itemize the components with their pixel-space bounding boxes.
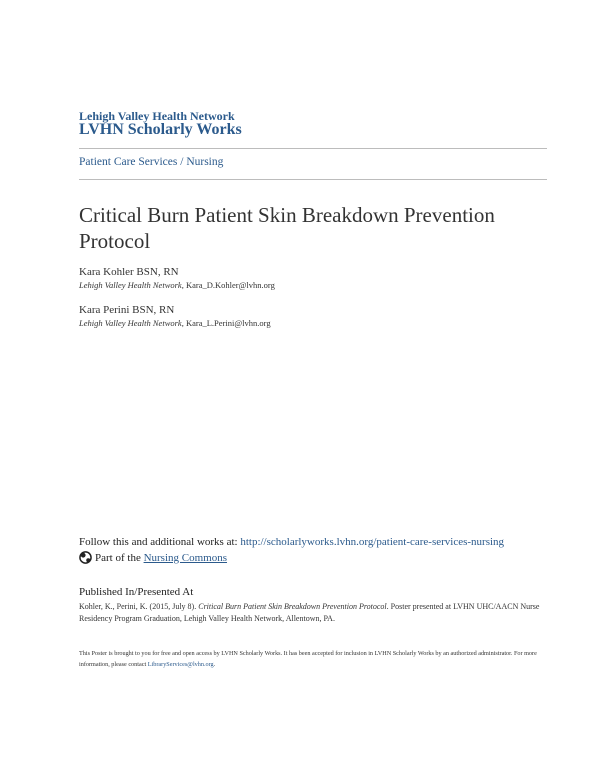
- citation-details: . Poster presented at LVHN UHC/AACN Nurse Residency Program Graduation, Lehigh Valley Health Network, Allentown, PA.: [79, 602, 540, 623]
- affiliation-name: Lehigh Valley Health Network: [79, 280, 182, 290]
- author-email: Kara_D.Kohler@lvhn.org: [185, 280, 275, 290]
- notice-end: .: [213, 661, 216, 668]
- access-notice: [79, 648, 549, 670]
- part-of-prefix: Part of the: [95, 551, 141, 564]
- collection-url-link[interactable]: http://scholarlyworks.lvhn.org/patient-care-services-nursing: [240, 536, 505, 548]
- repository-name[interactable]: LVHN Scholarly Works: [79, 121, 242, 138]
- citation-authors: Kohler, K., Perini, K. (2015, July 8).: [79, 602, 199, 611]
- author-affiliation: [79, 318, 271, 328]
- affiliation-separator: ,: [181, 318, 186, 328]
- nursing-commons-link[interactable]: Nursing Commons: [143, 551, 228, 564]
- author-affiliation: [79, 280, 275, 290]
- breadcrumb-separator: /: [177, 156, 187, 168]
- published-heading: Published In/Presented At: [79, 586, 194, 598]
- author-name: Kara Kohler BSN, RN: [79, 266, 179, 278]
- top-divider: [79, 148, 547, 149]
- notice-text: This Poster is brought to you for free and open access by LVHN Scholarly Works. It has been accepted for inclusion in LVHN Scholarly Works by an authorized administrator. For more information, please contact: [79, 650, 537, 668]
- author-name: Kara Perini BSN, RN: [79, 304, 175, 316]
- citation: [79, 601, 549, 625]
- breadcrumb-patient-care-services[interactable]: Patient Care Services: [79, 156, 178, 168]
- breadcrumb: [79, 156, 223, 168]
- follow-prefix: Follow this and additional works at:: [79, 536, 241, 548]
- bottom-divider: [79, 179, 547, 180]
- network-commons-icon: [79, 551, 92, 564]
- part-of-line: [79, 551, 227, 564]
- citation-title: Critical Burn Patient Skin Breakdown Prevention Protocol: [198, 602, 387, 611]
- contact-email-link[interactable]: LibraryServices@lvhn.org: [147, 661, 214, 668]
- network-name: Lehigh Valley Health Network: [79, 109, 235, 123]
- author-email: Kara_L.Perini@lvhn.org: [185, 318, 271, 328]
- page-title: Critical Burn Patient Skin Breakdown Prevention Protocol: [79, 203, 495, 253]
- affiliation-name: Lehigh Valley Health Network: [79, 318, 182, 328]
- affiliation-separator: ,: [181, 280, 186, 290]
- follow-line: [79, 536, 504, 548]
- breadcrumb-nursing[interactable]: Nursing: [186, 156, 224, 168]
